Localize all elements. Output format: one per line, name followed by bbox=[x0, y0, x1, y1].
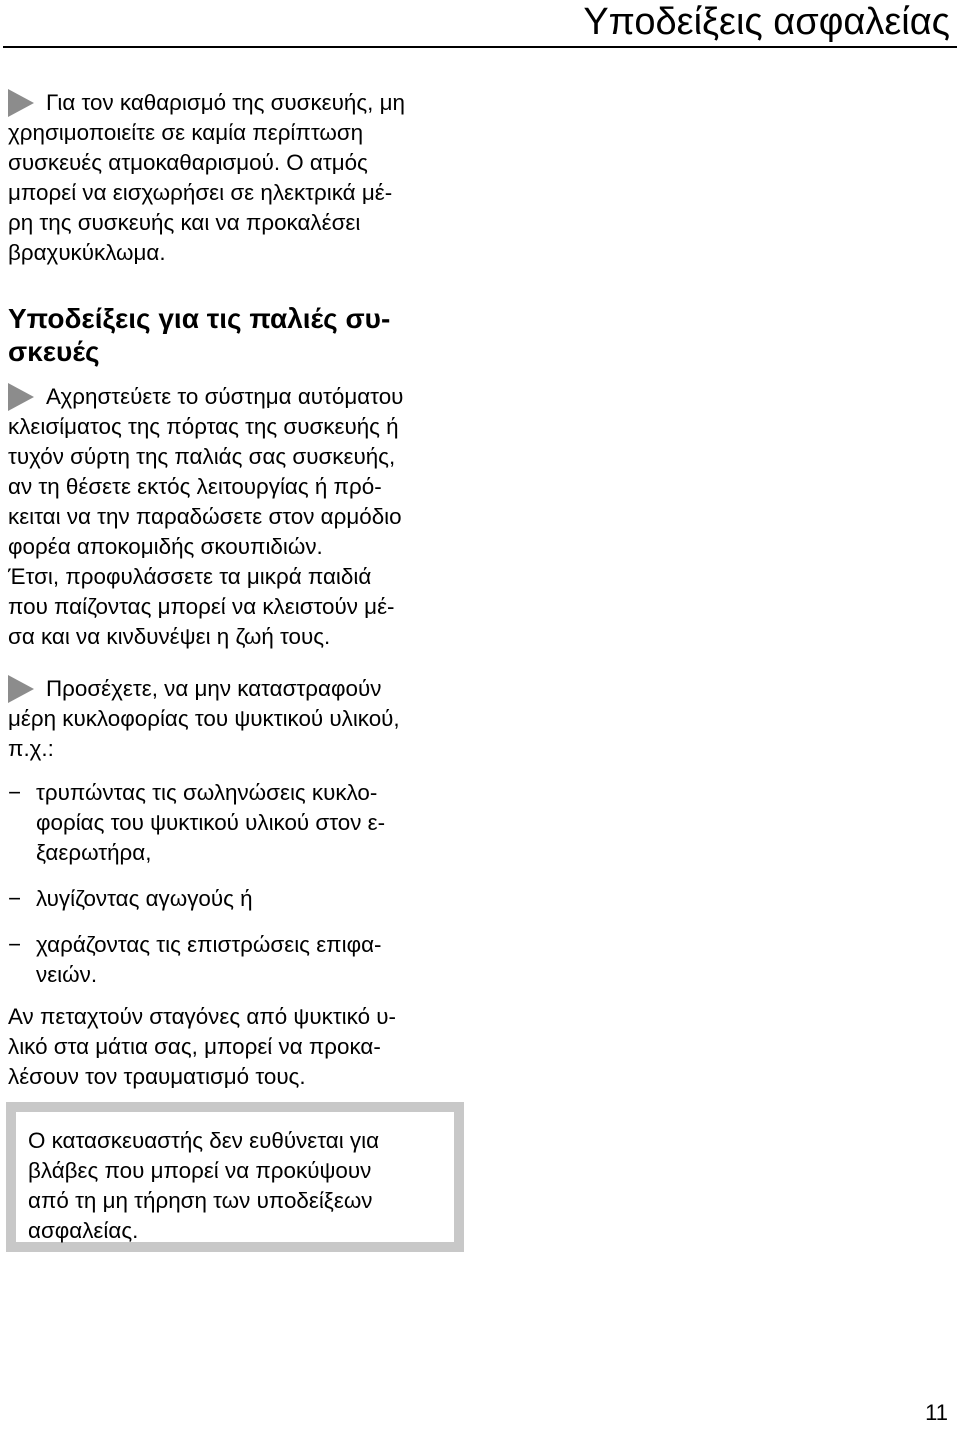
bullet-line: Προσέχετε, να μην καταστραφούν bbox=[46, 676, 382, 701]
dash-marker: − bbox=[8, 780, 22, 805]
dash-item bbox=[8, 884, 478, 914]
bullet-line: φορέα αποκομιδής σκουπιδιών. bbox=[8, 534, 323, 559]
bullet-line: Έτσι, προφυλάσσετε τα μικρά παιδιά bbox=[8, 564, 372, 589]
bullet-refrigerant-care bbox=[8, 674, 478, 764]
page-header-title: Υποδείξεις ασφαλείας bbox=[583, 1, 950, 43]
bullet-line: κειται να την παραδώσετε στον αρμόδιο bbox=[8, 504, 402, 529]
dash-marker: − bbox=[8, 886, 22, 911]
intro-bullet bbox=[8, 88, 478, 268]
bullet-line: Αχρηστεύετε το σύστημα αυτόματου bbox=[46, 384, 404, 409]
section-heading bbox=[8, 302, 478, 368]
warning-line: λικό στα μάτια σας, μπορεί να προκα- bbox=[8, 1034, 381, 1059]
dash-item-line: χαράζοντας τις επιστρώσεις επιφα- bbox=[36, 932, 382, 957]
arrow-right-icon bbox=[8, 89, 34, 117]
dash-item-line: φορίας του ψυκτικού υλικού στον ε- bbox=[36, 810, 386, 835]
bullet-line: μέρη κυκλοφορίας του ψυκτικού υλικού, bbox=[8, 706, 400, 731]
notice-line: ασφαλείας. bbox=[28, 1218, 139, 1243]
bullet-line: τυχόν σύρτη της παλιάς σας συσκευής, bbox=[8, 444, 396, 469]
intro-line: μπορεί να εισχωρήσει σε ηλεκτρικά μέ- bbox=[8, 180, 393, 205]
intro-line: βραχυκύκλωμα. bbox=[8, 240, 166, 265]
dash-item-line: νειών. bbox=[36, 962, 98, 987]
notice-line: βλάβες που μπορεί να προκύψουν bbox=[28, 1158, 372, 1183]
bullet-line: κλεισίματος της πόρτας της συσκευής ή bbox=[8, 414, 399, 439]
bullet-disable-lock bbox=[8, 382, 478, 652]
section-heading-line: Υποδείξεις για τις παλιές συ- bbox=[8, 303, 391, 334]
section-heading-line: σκευές bbox=[8, 336, 100, 367]
intro-line: Για τον καθαρισμό της συσκευής, μη bbox=[46, 90, 405, 115]
main-content bbox=[8, 88, 478, 1092]
dash-item-line: λυγίζοντας αγωγούς ή bbox=[36, 886, 253, 911]
notice-line: από τη μη τήρηση των υποδείξεων bbox=[28, 1188, 373, 1213]
arrow-right-icon bbox=[8, 383, 34, 411]
manufacturer-notice bbox=[16, 1112, 454, 1242]
intro-line: συσκευές ατμοκαθαρισμού. Ο ατμός bbox=[8, 150, 368, 175]
warning-paragraph bbox=[8, 1002, 478, 1092]
warning-line: λέσουν τον τραυματισμό τους. bbox=[8, 1064, 306, 1089]
dash-marker: − bbox=[8, 932, 22, 957]
warning-line: Αν πεταχτούν σταγόνες από ψυκτικό υ- bbox=[8, 1004, 396, 1029]
header-divider bbox=[3, 46, 957, 48]
bullet-line: αν τη θέσετε εκτός λειτουργίας ή πρό- bbox=[8, 474, 382, 499]
dash-item bbox=[8, 930, 478, 990]
bullet-line: που παίζοντας μπορεί να κλειστούν μέ- bbox=[8, 594, 395, 619]
dash-item bbox=[8, 778, 478, 868]
bullet-line: π.χ.: bbox=[8, 736, 54, 761]
page-number: 11 bbox=[925, 1400, 948, 1425]
arrow-right-icon bbox=[8, 675, 34, 703]
dash-item-line: τρυπώντας τις σωληνώσεις κυκλο- bbox=[36, 780, 378, 805]
bullet-line: σα και να κινδυνέψει η ζωή τους. bbox=[8, 624, 331, 649]
intro-line: ρη της συσκευής και να προκαλέσει bbox=[8, 210, 361, 235]
manufacturer-notice-box bbox=[6, 1102, 464, 1252]
dash-item-line: ξαερωτήρα, bbox=[36, 840, 152, 865]
intro-line: χρησιμοποιείτε σε καμία περίπτωση bbox=[8, 120, 364, 145]
notice-line: Ο κατασκευαστής δεν ευθύνεται για bbox=[28, 1128, 380, 1153]
